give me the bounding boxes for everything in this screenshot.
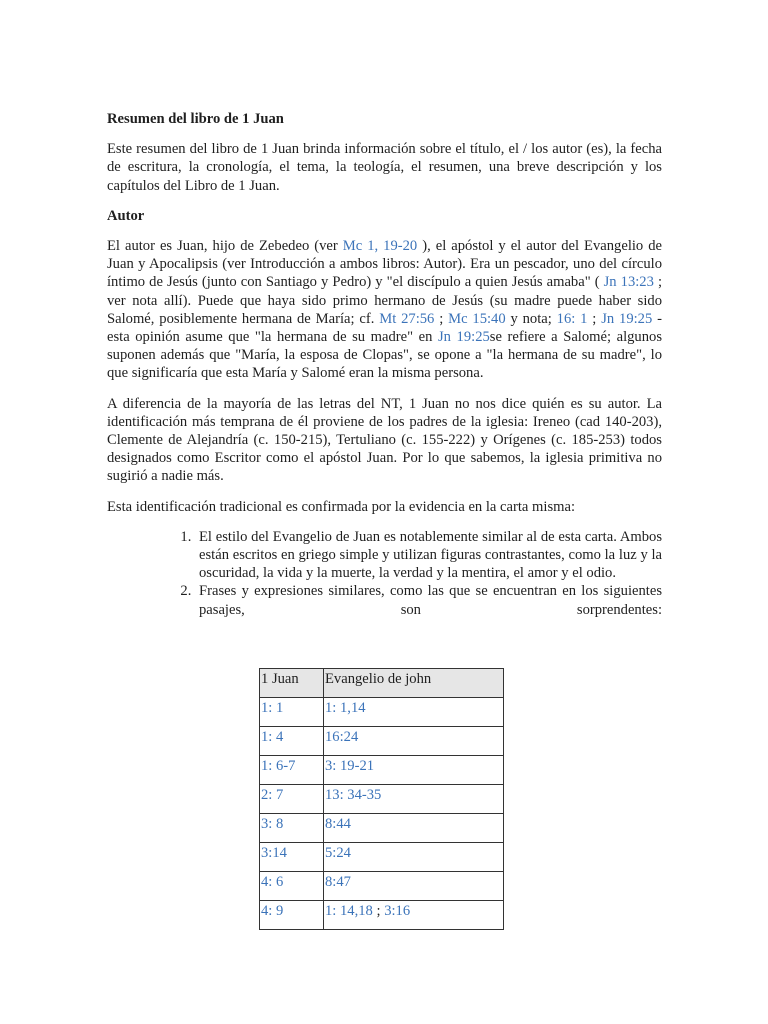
reference-link[interactable]: 1: 1,14 xyxy=(324,698,504,727)
table-row xyxy=(260,785,504,814)
table-row xyxy=(260,727,504,756)
reference-link[interactable]: 1: 4 xyxy=(260,727,324,756)
column-header-1-juan: 1 Juan xyxy=(260,669,324,698)
scripture-link[interactable]: Mc 1, 19-20 xyxy=(342,238,418,255)
reference-link[interactable]: 3:14 xyxy=(260,843,324,872)
text-span: - esta opinión asume que "la hermana de su madre" en xyxy=(107,310,662,346)
reference-link[interactable]: 16:24 xyxy=(324,727,504,756)
scripture-link[interactable]: Mt 27:56 xyxy=(379,310,435,327)
reference-cell xyxy=(324,901,504,930)
list-item: 2. Frases y expresiones similares, como las que se encuentran en los siguientes pasajes, son sorprendentes: xyxy=(195,582,662,618)
column-header-evangelio: Evangelio de john xyxy=(324,669,504,698)
text-span: ; xyxy=(434,310,449,327)
reference-link[interactable]: 8:47 xyxy=(324,872,504,901)
reference-link[interactable]: 3:16 xyxy=(384,903,411,919)
reference-link[interactable]: 4: 6 xyxy=(260,872,324,901)
reference-link[interactable]: 1: 1 xyxy=(260,698,324,727)
list-item: 1. El estilo del Evangelio de Juan es notablemente similar al de esta carta. Ambos están escritos en griego simple y utilizan figuras contrastantes, como la luz y la oscuridad, la vida y la muerte, la verdad y la mentira, el amor y el odio. xyxy=(195,528,662,583)
table-row xyxy=(260,814,504,843)
reference-link[interactable]: 13: 34-35 xyxy=(324,785,504,814)
text-span: se refiere a Salomé; algunos suponen además que "María, la esposa de Clopas", se opone a "la hermana de su madre", lo que significaría que esta María y Salomé eran la misma persona. xyxy=(107,329,662,382)
reference-link[interactable]: 3: 8 xyxy=(260,814,324,843)
text-span: El autor es Juan, hijo de Zebedeo (ver xyxy=(107,238,343,255)
text-span: ), el apóstol y el autor del Evangelio de Juan y Apocalipsis (ver Introducción a ambos libros: Autor). Era un pescador, uno del círculo íntimo de Jesús (junto con Santiago y Pedro) y "el discípulo a quien Jesús amaba" ( xyxy=(107,238,663,291)
text-span: y nota; xyxy=(505,310,557,327)
reference-link[interactable]: 1: 14,18 xyxy=(325,903,373,919)
reference-link[interactable]: 3: 19-21 xyxy=(324,756,504,785)
scripture-link[interactable]: Jn 19:25 xyxy=(438,329,490,346)
reference-link[interactable]: 5:24 xyxy=(324,843,504,872)
table-row xyxy=(260,901,504,930)
table-header-row xyxy=(260,669,504,698)
author-heading: Autor xyxy=(107,207,145,224)
reference-link[interactable]: 1: 6-7 xyxy=(260,756,324,785)
document-body xyxy=(107,110,662,619)
text-span: ; ver nota allí). Puede que haya sido primo hermano de Jesús (su madre puede haber sido Salomé, posiblemente hermana de María; cf. xyxy=(107,274,663,327)
table-row xyxy=(260,843,504,872)
scripture-link[interactable]: Jn 19:25 xyxy=(601,310,653,327)
reference-link[interactable]: 4: 9 xyxy=(260,901,324,930)
table-row xyxy=(260,756,504,785)
intro-paragraph: Este resumen del libro de 1 Juan brinda información sobre el título, el / los autor (es), la fecha de escritura, la cronología, el tema, la teología, el resumen, una breve descripción y los capítulos del Libro de 1 Juan. xyxy=(107,141,662,194)
scripture-link[interactable]: 16: 1 xyxy=(556,310,588,327)
separator: ; xyxy=(372,903,385,919)
author-paragraph xyxy=(107,237,662,383)
evidence-list xyxy=(107,528,662,619)
reference-link[interactable]: 2: 7 xyxy=(260,785,324,814)
reference-link[interactable]: 8:44 xyxy=(324,814,504,843)
table-row xyxy=(260,698,504,727)
evidence-intro-paragraph: Esta identificación tradicional es confirmada por la evidencia en la carta misma: xyxy=(107,498,576,515)
scripture-link[interactable]: Mc 15:40 xyxy=(448,310,506,327)
text-span: ; xyxy=(587,310,602,327)
comparison-table xyxy=(259,668,504,930)
scripture-link[interactable]: Jn 13:23 xyxy=(603,274,654,291)
authorship-paragraph: A diferencia de la mayoría de las letras del NT, 1 Juan no nos dice quién es su autor. La identificación más temprana de él proviene de los padres de la iglesia: Ireneo (cad 140-203), Clemente de Alejandría (c. 150-215), Tertuliano (c. 155-222) y Orígenes (c. 185-253) todos designados como Escritor como el apóstol Juan. Por lo que sabemos, la iglesia primitiva no sugirió a nadie más. xyxy=(107,395,662,485)
page-title: Resumen del libro de 1 Juan xyxy=(107,111,284,127)
table-row xyxy=(260,872,504,901)
